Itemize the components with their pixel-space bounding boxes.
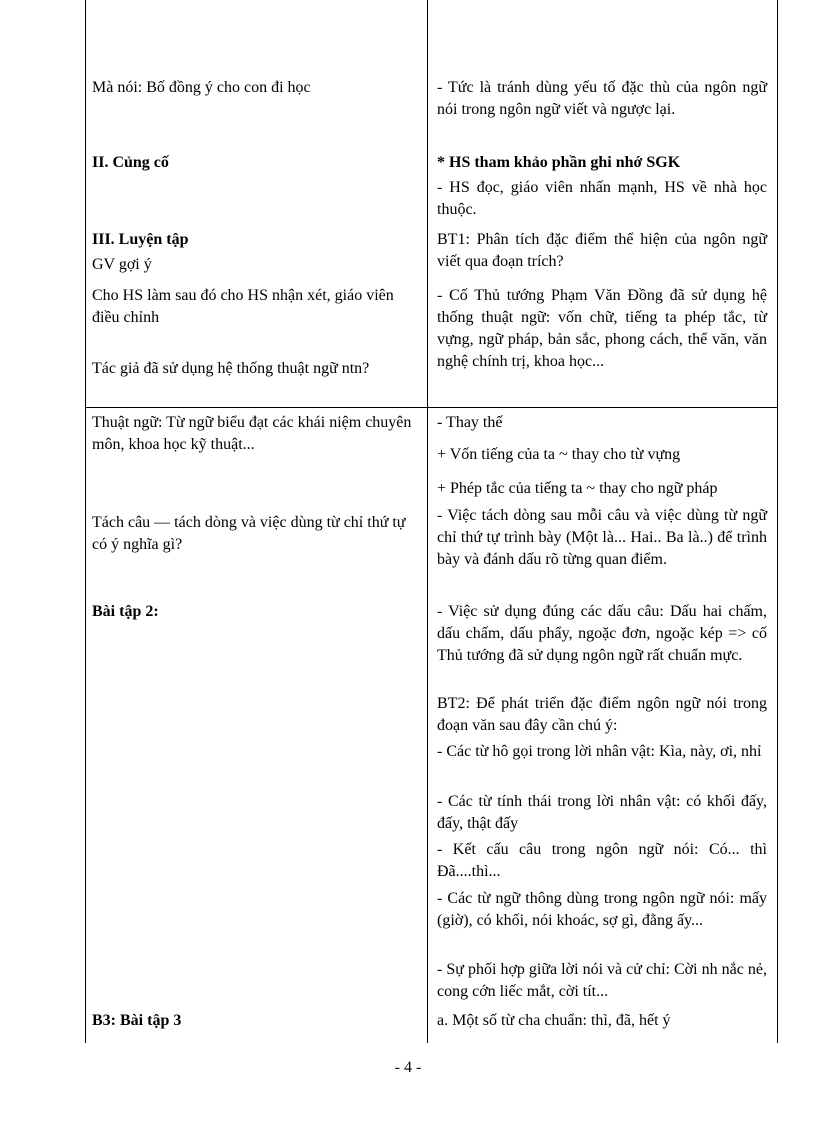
phoi-hop-text: - Sự phối hợp giữa lời nói và cử chỉ: Cời nh nắc nẻ, cong cớn liếc mắt, cời tít...	[437, 961, 767, 1000]
co-thu-tuong-text: - Cố Thủ tướng Phạm Văn Đồng đã sử dụng hệ thống thuật ngữ: vốn chữ, tiếng ta phép tắc, từ vựng, ngữ pháp, bản sắc, phong cách, thể văn, văn nghệ chính trị, khoa học...	[437, 287, 767, 370]
heading-bai-tap-3: B3: Bài tập 3	[92, 1012, 182, 1029]
ket-cau-text: - Kết cấu câu trong ngôn ngữ nói: Có... thì Đã....thì...	[437, 841, 767, 880]
bt1-text: BT1: Phân tích đặc điểm thể hiện của ngôn ngữ viết qua đoạn trích?	[437, 231, 767, 270]
gv-goi-y: GV gợi ý	[92, 256, 152, 273]
thay-the-text: - Thay thế	[437, 414, 503, 431]
heading-cung-co: II. Củng cố	[92, 154, 169, 171]
thong-dung-text: - Các từ ngữ thông dùng trong ngôn ngữ nói: mấy (giờ), có khối, nói khoác, sợ gì, đằng ấy...	[437, 890, 767, 929]
heading-bai-tap-2: Bài tập 2:	[92, 603, 159, 620]
tac-gia-question: Tác giả đã sử dụng hệ thống thuật ngữ ntn?	[92, 360, 370, 377]
viec-su-dung-text: - Việc sử dụng đúng các dấu câu: Dấu hai chấm, dấu chấm, dấu phẩy, ngoặc đơn, ngoặc kép => cố Thủ tướng đã sử dụng ngôn ngữ rất chuẩn mực.	[437, 603, 767, 664]
hs-doc-text: - HS đọc, giáo viên nhấn mạnh, HS về nhà học thuộc.	[437, 179, 767, 218]
heading-luyen-tap: III. Luyện tập	[92, 231, 189, 248]
mot-so-text: a. Một số từ cha chuẩn: thì, đã, hết ý	[437, 1012, 671, 1029]
cho-hs-text: Cho HS làm sau đó cho HS nhận xét, giáo viên điều chỉnh	[92, 287, 394, 326]
left-row1: Mà nói: Bố đồng ý cho con đi học	[92, 79, 311, 96]
tach-cau-question: Tách câu — tách dòng và việc dùng từ chỉ thứ tự có ý nghĩa gì?	[92, 514, 406, 553]
row-divider	[85, 407, 777, 408]
ho-goi-text: - Các từ hô gọi trong lời nhân vật: Kìa, này, ơi, nhỉ	[437, 743, 762, 760]
thuat-ngu-definition: Thuật ngữ: Từ ngữ biểu đạt các khái niệm chuyên môn, khoa học kỹ thuật...	[92, 414, 412, 453]
viec-tach-text: - Việc tách dòng sau mỗi câu và việc dùng từ ngữ chỉ thứ tự trình bày (Một là... Hai.. Ba là..) để trình bày và đánh dấu rõ từng quan điểm.	[437, 507, 767, 568]
page-number: - 4 -	[394, 1059, 422, 1076]
hs-tham-khao-heading: * HS tham khảo phần ghi nhớ SGK	[437, 154, 681, 171]
von-tieng-text: + Vốn tiếng của ta ~ thay cho từ vựng	[437, 446, 681, 463]
tinh-thai-text: - Các từ tính thái trong lời nhân vật: có khối đấy, đấy, thật đấy	[437, 793, 767, 832]
bt2-text: BT2: Để phát triển đặc điểm ngôn ngữ nói trong đoạn văn sau đây cần chú ý:	[437, 695, 767, 734]
phep-tac-text: + Phép tắc của tiếng ta ~ thay cho ngữ pháp	[437, 480, 718, 497]
tuc-la-text: - Tức là tránh dùng yếu tố đặc thù của ngôn ngữ nói trong ngôn ngữ viết và ngược lại.	[437, 79, 767, 118]
